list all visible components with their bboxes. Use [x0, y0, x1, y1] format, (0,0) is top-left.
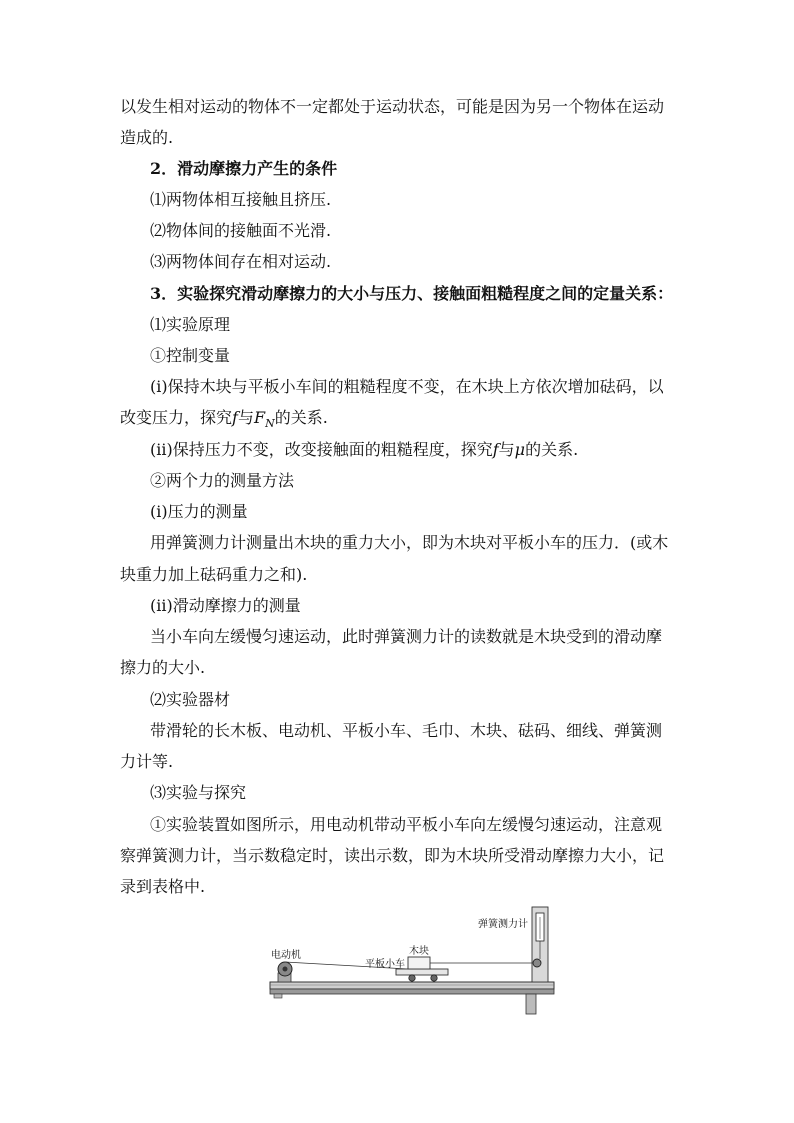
apparatus-figure	[268, 905, 558, 1015]
subheading: ⑶实验与探究	[150, 783, 247, 802]
text-line: 擦力的大小.	[120, 658, 206, 677]
text-line: 用弹簧测力计测量出木块的重力大小，即为木块对平板小车的压力．(或木	[150, 533, 669, 552]
text-line: 改变压力，探究f与$F_N$的关系.	[120, 408, 328, 430]
subheading: (ⅱ)滑动摩擦力的测量	[150, 596, 301, 615]
section-heading: 2．滑动摩擦力产生的条件	[150, 159, 338, 178]
label-block: 木块	[409, 946, 429, 957]
table-leg	[526, 994, 536, 1014]
subheading: ①控制变量	[150, 346, 231, 365]
text-line: 带滑轮的长木板、电动机、平板小车、毛巾、木块、砝码、细线、弹簧测	[150, 721, 663, 740]
text-line: 块重力加上砝码重力之和).	[120, 565, 308, 584]
block-shape	[408, 957, 430, 969]
list-item: ⑵物体间的接触面不光滑.	[150, 221, 332, 240]
subheading: ②两个力的测量方法	[150, 471, 295, 490]
list-item: ⑴两物体相互接触且挤压.	[150, 190, 332, 209]
section-heading: 3．实验探究滑动摩擦力的大小与压力、接触面粗糙程度之间的定量关系：	[150, 284, 674, 303]
list-item: ⑶两物体间存在相对运动.	[150, 252, 332, 271]
text-line: (ⅱ)保持压力不变，改变接触面的粗糙程度，探究f与μ的关系.	[150, 440, 579, 459]
subheading: ⑴实验原理	[150, 315, 231, 334]
subheading: ⑵实验器材	[150, 690, 231, 709]
text-line: 以发生相对运动的物体不一定都处于运动状态，可能是因为另一个物体在运动	[120, 97, 665, 116]
pulley-icon	[533, 959, 541, 967]
long-board	[270, 982, 554, 989]
label-motor: 电动机	[271, 950, 301, 961]
text-line: 察弹簧测力计，当示数稳定时，读出示数，即为木块所受滑动摩擦力大小，记	[120, 846, 665, 865]
label-cart: 平板小车	[365, 959, 405, 970]
label-spring-scale: 弹簧测力计	[478, 919, 528, 930]
text-line: 造成的.	[120, 128, 174, 147]
text-line: ①实验装置如图所示，用电动机带动平板小车向左缓慢匀速运动，注意观	[150, 815, 663, 834]
subheading: (ⅰ)压力的测量	[150, 502, 248, 521]
text-line: 力计等.	[120, 752, 174, 771]
text-line: 录到表格中.	[120, 877, 206, 896]
text-line: 当小车向左缓慢匀速运动，此时弹簧测力计的读数就是木块受到的滑动摩	[150, 627, 663, 646]
text-line: (ⅰ)保持木块与平板小车间的粗糙程度不变，在木块上方依次增加砝码，以	[150, 377, 664, 396]
